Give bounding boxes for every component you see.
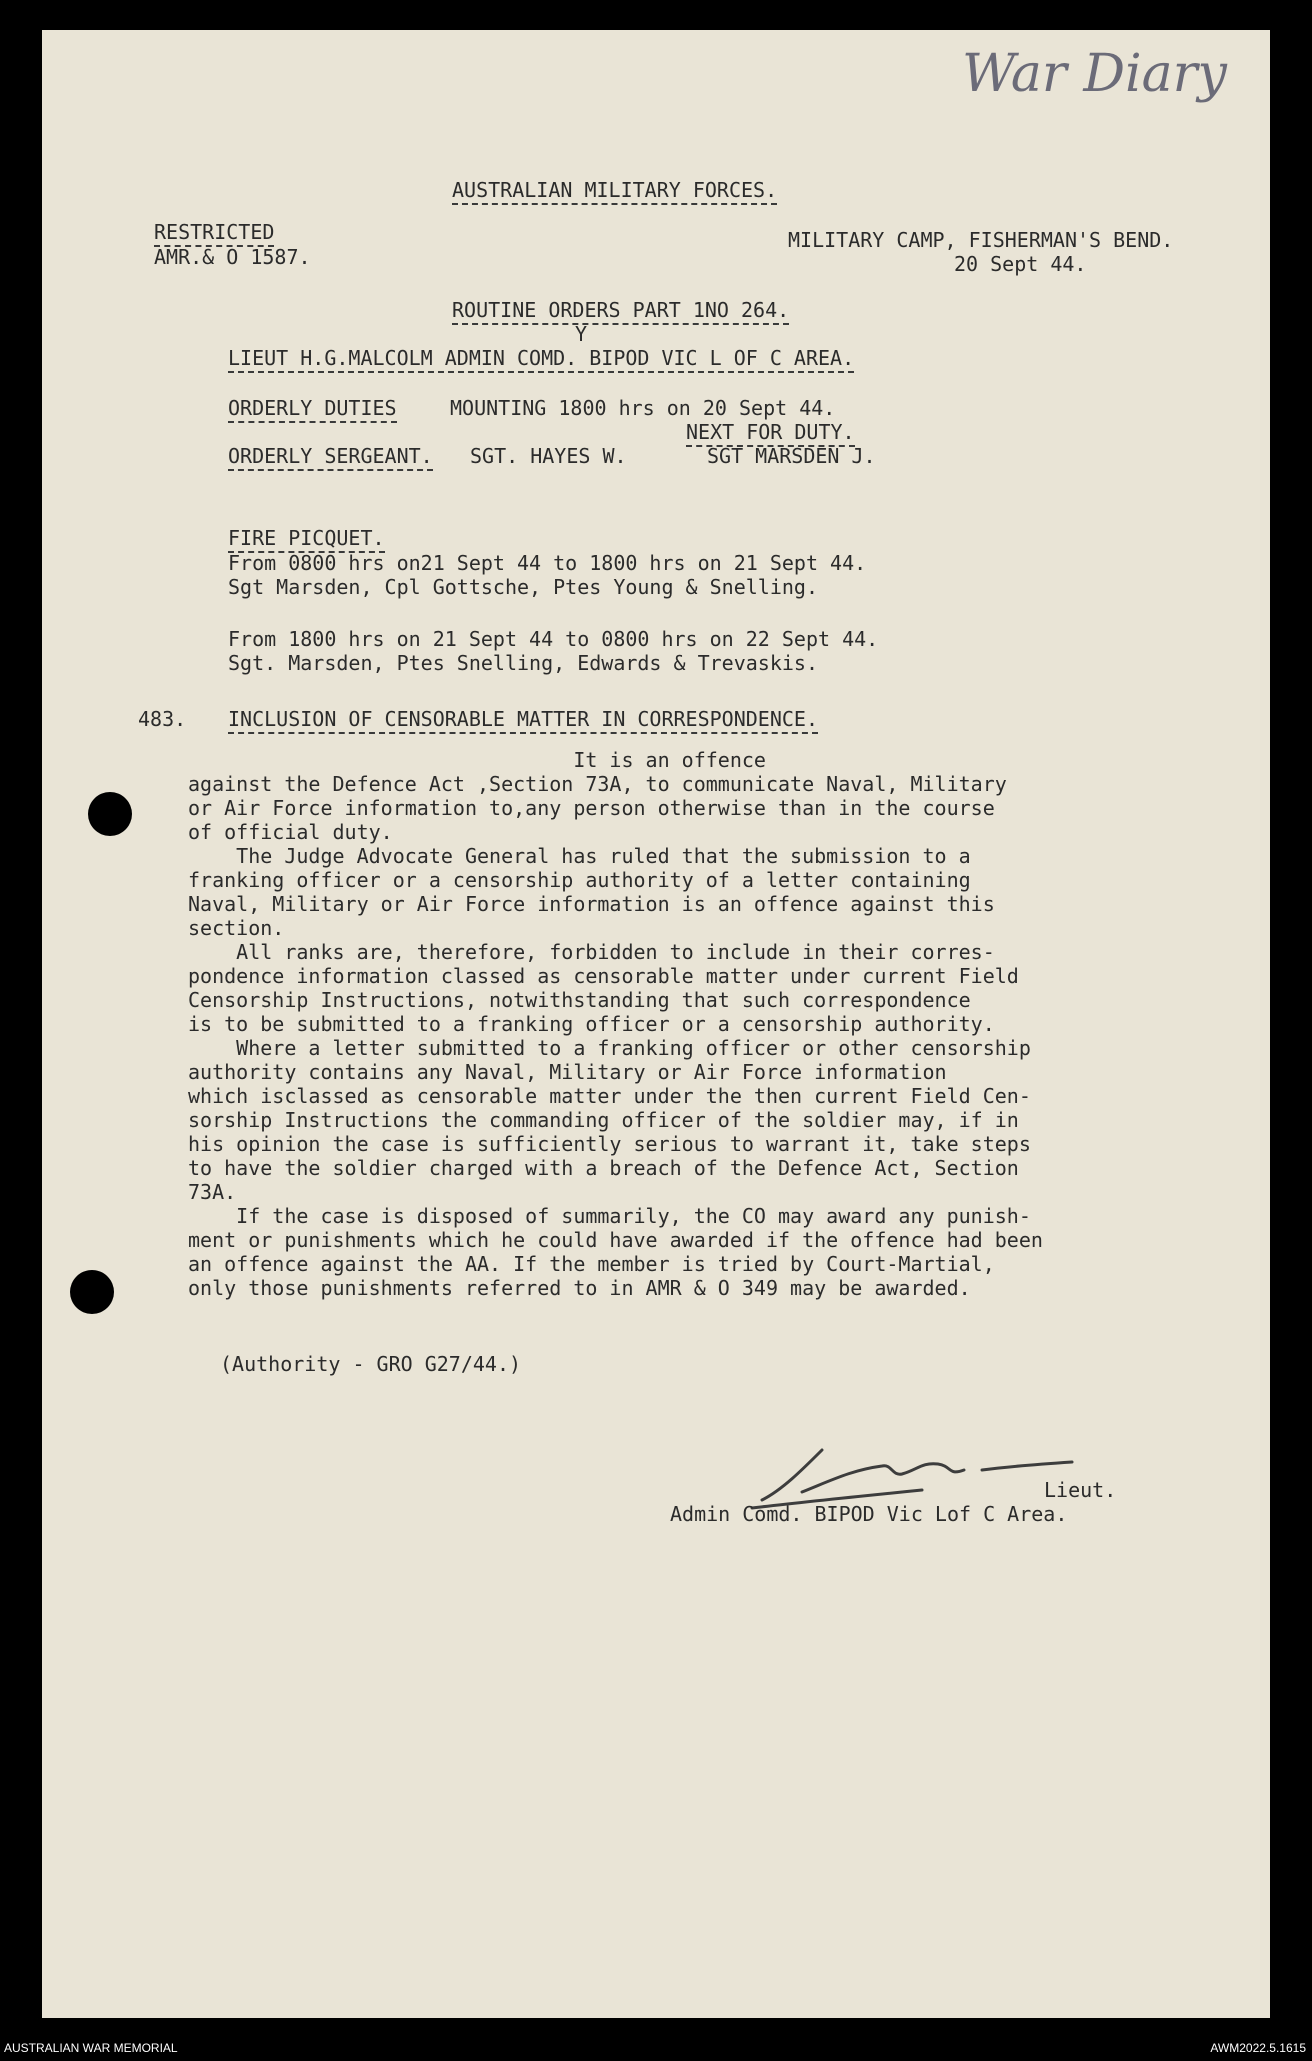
- body-line: an offence against the AA. If the member is tried by Court-Martial,: [188, 1252, 995, 1276]
- signatory-appointment: Admin Comd. BIPOD Vic Lof C Area.: [670, 1502, 1068, 1526]
- fire-picquet-line: From 0800 hrs on21 Sept 44 to 1800 hrs on 21 Sept 44.: [228, 551, 867, 575]
- issuing-officer: LIEUT H.G.MALCOLM ADMIN COMD. BIPOD VIC L OF C AREA.: [228, 346, 854, 373]
- item-heading: INCLUSION OF CENSORABLE MATTER IN CORRESPONDENCE.: [228, 707, 818, 734]
- body-line: or Air Force information to,any person otherwise than in the course: [188, 796, 995, 820]
- document-page: [42, 30, 1270, 2018]
- body-line: is to be submitted to a franking officer or a censorship authority.: [188, 1012, 995, 1036]
- body-line: ment or punishments which he could have awarded if the offence had been: [188, 1228, 1043, 1252]
- body-line: Naval, Military or Air Force information is an offence against this: [188, 892, 995, 916]
- orderly-sergeant-label: ORDERLY SERGEANT.: [228, 444, 433, 471]
- orderly-sergeant-on: SGT. HAYES W.: [470, 444, 627, 468]
- body-line: to have the soldier charged with a breach of the Defence Act, Section: [188, 1156, 1019, 1180]
- body-line: All ranks are, therefore, forbidden to include in their corres-: [188, 940, 995, 964]
- document-date: 20 Sept 44.: [954, 252, 1087, 276]
- authority-reference: (Authority - GRO G27/44.): [220, 1352, 522, 1376]
- classification: RESTRICTED: [154, 220, 274, 247]
- orderly-duties-text: MOUNTING 1800 hrs on 20 Sept 44.: [450, 396, 836, 420]
- footer-right: AWM2022.5.1615: [1210, 2041, 1306, 2055]
- body-line: of official duty.: [188, 820, 393, 844]
- body-line: Where a letter submitted to a franking officer or other censorship: [188, 1036, 1031, 1060]
- punch-hole-bottom: [70, 1270, 114, 1314]
- body-line: sorship Instructions the commanding officer of the soldier may, if in: [188, 1108, 1019, 1132]
- body-line: pondence information classed as censorable matter under current Field: [188, 964, 1019, 988]
- fire-picquet-line: Sgt Marsden, Cpl Gottsche, Ptes Young & Snelling.: [228, 575, 819, 599]
- signatory-rank: Lieut.: [1044, 1478, 1117, 1502]
- body-line: which isclassed as censorable matter under the then current Field Cen-: [188, 1084, 1031, 1108]
- body-line: 73A.: [188, 1180, 237, 1204]
- next-for-duty-label: NEXT FOR DUTY.: [686, 420, 855, 447]
- item-body: [188, 748, 1043, 1300]
- body-line: only those punishments referred to in AMR & O 349 may be awarded.: [188, 1276, 971, 1300]
- document-title: AUSTRALIAN MILITARY FORCES.: [452, 178, 777, 205]
- body-line: section.: [188, 916, 285, 940]
- routine-orders-heading: ROUTINE ORDERS PART 1NO 264.: [452, 298, 789, 325]
- fire-picquet-line: From 1800 hrs on 21 Sept 44 to 0800 hrs on 22 Sept 44.: [228, 627, 879, 651]
- orderly-sergeant-next: SGT MARSDEN J.: [707, 444, 876, 468]
- punch-hole-top: [88, 792, 132, 836]
- body-line: his opinion the case is sufficiently serious to warrant it, take steps: [188, 1132, 1031, 1156]
- footer-left: AUSTRALIAN WAR MEMORIAL: [4, 2041, 178, 2055]
- fire-picquet-line: Sgt. Marsden, Ptes Snelling, Edwards & Trevaskis.: [228, 651, 819, 675]
- body-line: It is an offence: [188, 748, 766, 772]
- fire-picquet-heading: FIRE PICQUET.: [228, 526, 385, 553]
- orderly-duties-label: ORDERLY DUTIES: [228, 396, 397, 423]
- order-number: AMR.& O 1587.: [154, 245, 311, 269]
- body-line: If the case is disposed of summarily, the CO may award any punish-: [188, 1204, 1031, 1228]
- location: MILITARY CAMP, FISHERMAN'S BEND.: [788, 228, 1174, 252]
- body-line: authority contains any Naval, Military or Air Force information: [188, 1060, 947, 1084]
- handwritten-note: War Diary: [962, 44, 1227, 104]
- routine-by: Y: [575, 322, 588, 346]
- item-number: 483.: [138, 707, 187, 731]
- body-line: against the Defence Act ,Section 73A, to communicate Naval, Military: [188, 772, 1007, 796]
- body-line: franking officer or a censorship authority of a letter containing: [188, 868, 971, 892]
- body-line: The Judge Advocate General has ruled that the submission to a: [188, 844, 971, 868]
- body-line: Censorship Instructions, notwithstanding that such correspondence: [188, 988, 971, 1012]
